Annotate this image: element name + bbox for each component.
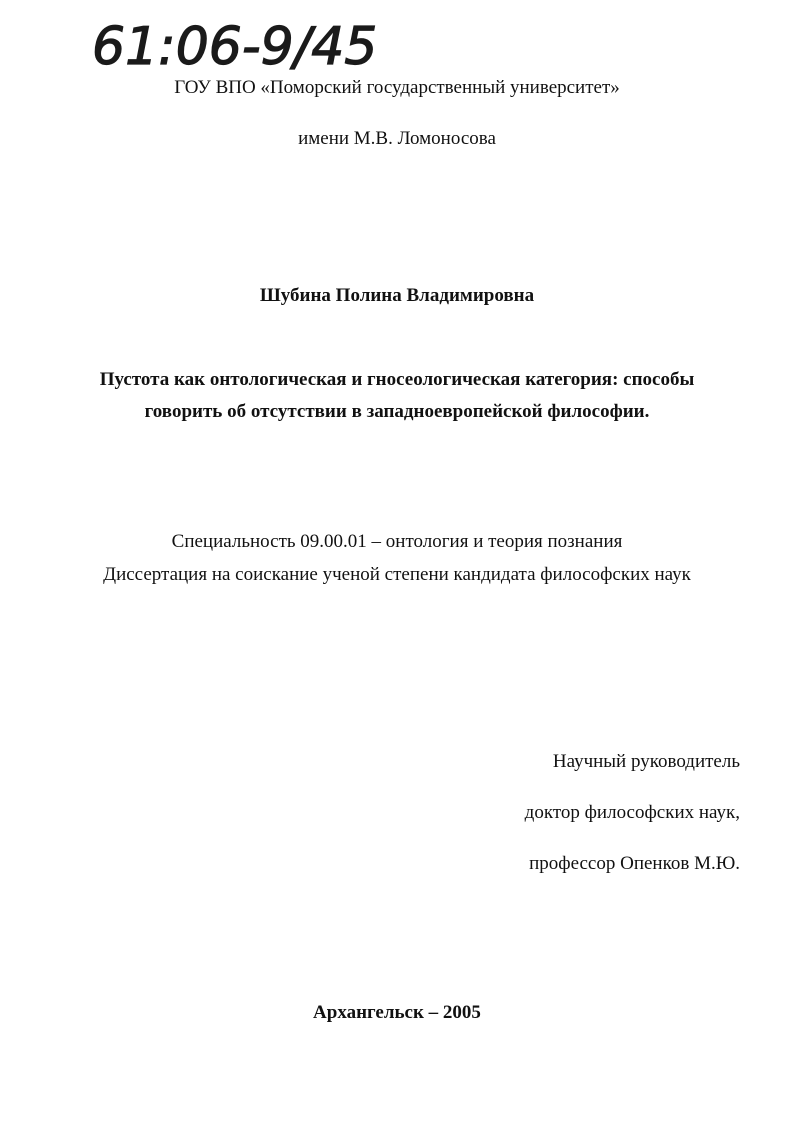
institution-name: ГОУ ВПО «Поморский государственный университет» — [174, 77, 620, 98]
institution-named-after: имени М.В. Ломоносова — [298, 128, 496, 149]
degree-statement: Диссертация на соискание ученой степени кандидата философских наук — [103, 564, 691, 585]
specialty: Специальность 09.00.01 – онтология и теория познания — [171, 531, 623, 552]
supervisor-name: профессор Опенков М.Ю. — [529, 853, 740, 874]
archive-number-text: 61:06-9/45 — [92, 17, 378, 77]
thesis-title-line-2: говорить об отсутствии в западноевропейской философии. — [144, 401, 650, 422]
handwritten-archive-number — [88, 8, 418, 78]
supervisor-degree: доктор философских наук, — [524, 802, 740, 823]
supervisor-role: Научный руководитель — [552, 751, 740, 772]
author-name: Шубина Полина Владимировна — [259, 285, 535, 306]
thesis-title-line-1: Пустота как онтологическая и гносеологическая категория: способы — [99, 369, 695, 390]
city-year: Архангельск – 2005 — [313, 1002, 481, 1023]
